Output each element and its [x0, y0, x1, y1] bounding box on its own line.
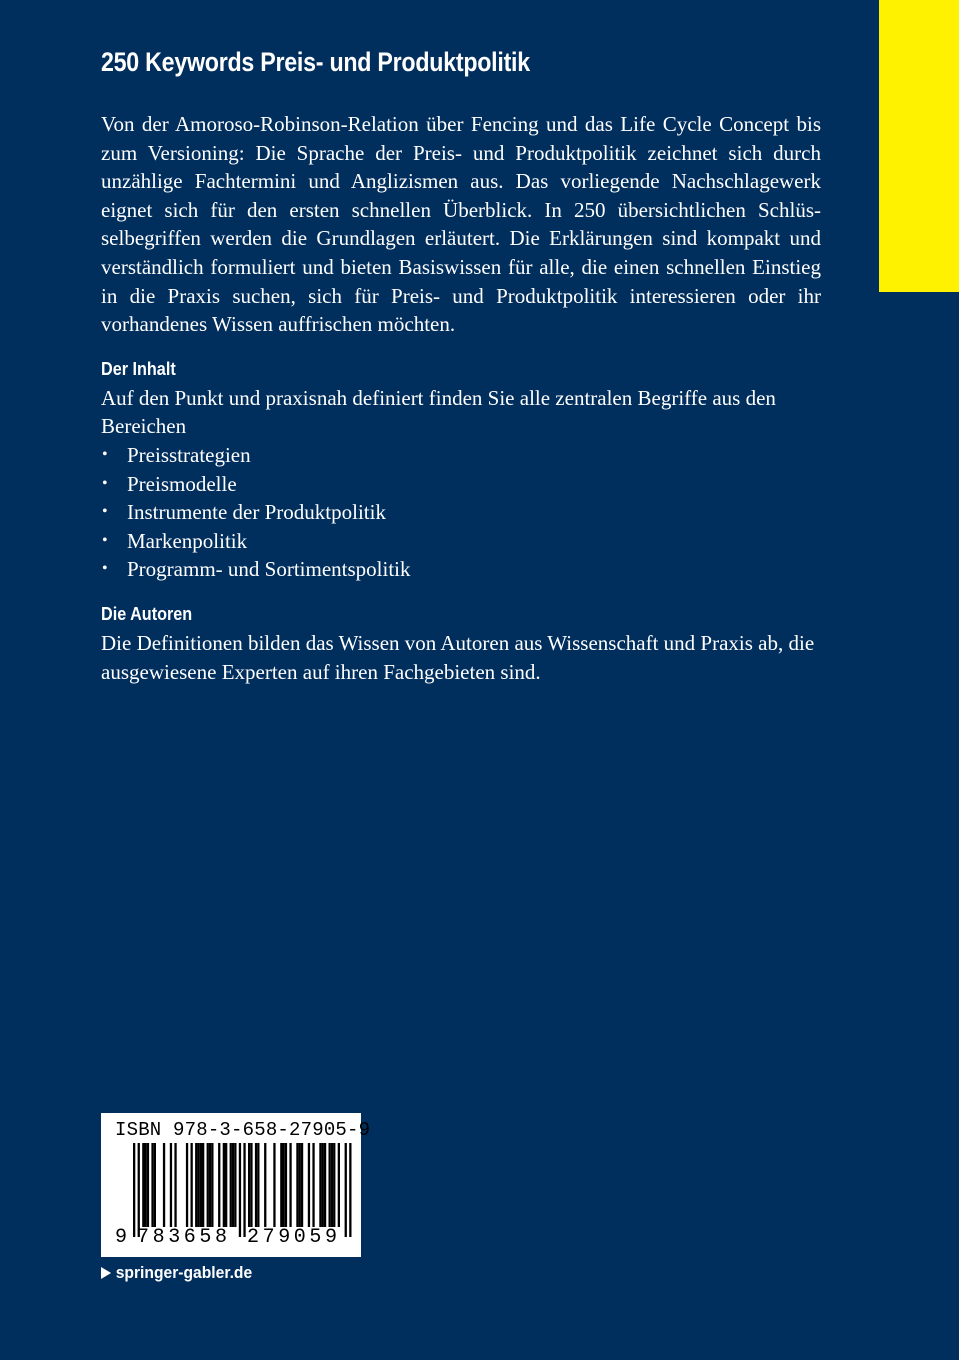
barcode-bar: [255, 1143, 257, 1227]
barcode-bar: [324, 1143, 326, 1227]
barcode-bar: [264, 1143, 266, 1227]
barcode-bar: [280, 1143, 282, 1227]
barcode-bar: [248, 1143, 250, 1227]
barcode-bar: [345, 1143, 347, 1237]
barcode-bar: [145, 1143, 147, 1227]
list-item: • Preisstrategien: [101, 441, 821, 470]
autoren-text: Die Definitionen bilden das Wissen von Autoren aus Wissenschaft und Praxis ab, die ausgewiesene Experten auf ihren Fachgebieten sind.: [101, 630, 815, 684]
intro-paragraph: Von der Amoroso-Robinson-Relation über Fencing und das Life Cycle Concept bis zum Versioning: Die Sprache der Preis- und Produktpolitik zeichnet sich durch unzählige Fachtermini und Anglizismen aus. Das vorliegende Nachschlagewerk eignet sich für den ersten schnellen Überblick. In 250 übersichtlichen Schlüsselbegriffen werden die Grundlagen erläutert. Die Erklärungen sind kompakt und verständlich formuliert und bieten Basiswissen für alle, die einen schnellen Einstieg in die Praxis suchen, sich für Preis- und Produktpolitik interessieren oder ihr vorhandenes Wissen auffrischen möchten.: [101, 112, 821, 337]
barcode-bar: [312, 1143, 314, 1227]
barcode-bar: [186, 1143, 188, 1227]
barcode-bar: [170, 1143, 172, 1227]
barcode-bar: [147, 1143, 149, 1227]
barcode-bar: [257, 1143, 259, 1227]
ean-first-digit: 9: [115, 1226, 128, 1249]
barcode-bar: [154, 1143, 156, 1227]
barcode-bar: [218, 1143, 220, 1227]
barcode-bar: [250, 1143, 252, 1227]
isbn-label: ISBN 978-3-658-27905-9: [115, 1119, 371, 1141]
topic-list: [101, 441, 821, 584]
barcode-bar: [319, 1143, 321, 1227]
barcode-bar: [207, 1143, 209, 1227]
barcode-bar: [211, 1143, 213, 1227]
barcode-bar: [289, 1143, 291, 1227]
barcode-bar: [338, 1143, 340, 1227]
barcode-bar: [191, 1143, 193, 1227]
inhalt-heading: Der Inhalt: [101, 358, 176, 379]
barcode-bar: [163, 1143, 165, 1227]
barcode-bar: [151, 1143, 153, 1227]
barcode-bar: [308, 1143, 310, 1227]
barcode-bar: [195, 1143, 197, 1227]
list-item: • Programm- und Sortimentspolitik: [101, 555, 821, 584]
yellow-accent-tab: [879, 0, 959, 292]
back-cover-content: [101, 44, 821, 686]
barcode-bar: [322, 1143, 324, 1227]
bullet-icon: •: [102, 531, 108, 549]
barcode-bar: [230, 1143, 232, 1227]
barcode-bar: [133, 1143, 135, 1237]
bullet-icon: •: [102, 474, 108, 492]
book-title: 250 Keywords Preis- und Produktpolitik: [101, 47, 530, 77]
autoren-heading: Die Autoren: [101, 603, 193, 624]
barcode-bar: [225, 1143, 227, 1227]
barcode-bar: [301, 1143, 303, 1227]
barcode-bar: [285, 1143, 287, 1227]
barcode-bar: [138, 1143, 140, 1237]
barcode-bar: [243, 1143, 245, 1237]
barcode-bar: [349, 1143, 351, 1237]
barcode-bar: [174, 1143, 176, 1227]
website-link[interactable]: [101, 1262, 252, 1284]
barcode-bar: [232, 1143, 234, 1227]
bullet-icon: •: [102, 560, 108, 578]
arrow-right-icon: [101, 1267, 111, 1279]
bullet-icon: •: [102, 503, 108, 521]
website-url: springer-gabler.de: [115, 1263, 253, 1282]
barcode-bar: [223, 1143, 225, 1227]
barcode-bar: [333, 1143, 335, 1227]
list-item: • Markenpolitik: [101, 527, 821, 556]
barcode-bar: [296, 1143, 298, 1227]
barcode-bar: [283, 1143, 285, 1227]
barcode-bar: [197, 1143, 199, 1227]
barcode-bar: [209, 1143, 211, 1227]
barcode-bar: [329, 1143, 331, 1227]
barcode-bar: [239, 1143, 241, 1237]
bullet-icon: •: [102, 445, 108, 463]
barcode-bar: [200, 1143, 202, 1227]
barcode-bar: [234, 1143, 236, 1227]
inhalt-text: Auf den Punkt und praxisnah definiert finden Sie alle zentralen Begriffe aus den Bereichen: [101, 385, 776, 439]
barcode-bar: [331, 1143, 333, 1227]
barcode-bar: [299, 1143, 301, 1227]
isbn-barcode-box: [101, 1113, 371, 1257]
barcode-bar: [202, 1143, 204, 1227]
ean-right-digits: 279059: [247, 1226, 341, 1249]
list-item: • Instrumente der Produktpolitik: [101, 498, 821, 527]
barcode-bar: [273, 1143, 275, 1227]
ean-left-digits: 783658: [137, 1226, 231, 1249]
list-item: • Preismodelle: [101, 470, 821, 499]
barcode-bar: [142, 1143, 144, 1227]
